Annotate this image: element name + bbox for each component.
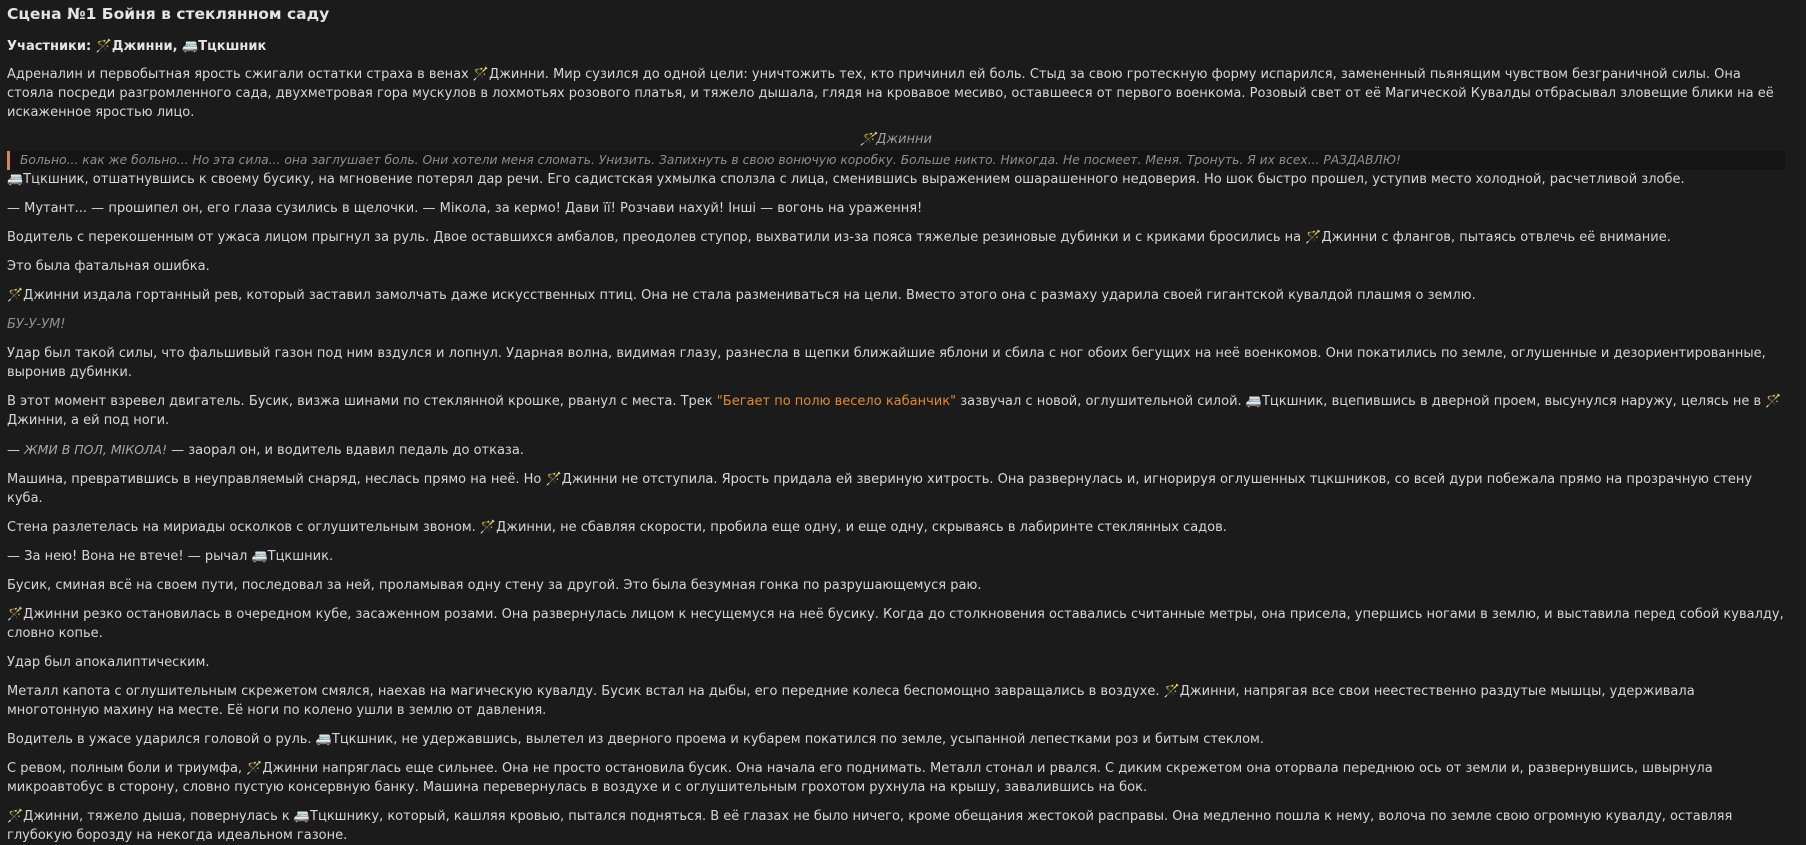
story-paragraph-14: Удар был апокалиптическим. (7, 655, 210, 670)
story-paragraph-18: 🪄Джинни, тяжело дыша, повернулась к 🚐Тцкшнику, который, кашляя кровью, пытался подняться. В её глазах не было ничего, кроме обещания жестокой расправы. Она медленно пошла к нему, волоча по земле свою огромную кувалду, оставляя глубокую борозду на некогда идеальном газоне. (7, 809, 1733, 843)
story-paragraph-8 (7, 440, 1785, 460)
shout-text: ЖМИ В ПОЛ, МІКОЛА! (24, 442, 167, 457)
story-paragraph-6: Удар был такой силы, что фальшивый газон под ним вздулся и лопнул. Ударная волна, видимая глазу, разнесла в щепки ближайшие яблони и сбила с ног обоих бегущих на неё военкомов. Они покатились по земле, оглушенные и дезориентированные, выронив дубинки. (7, 346, 1766, 380)
dialogue-speaker: 🪄Джинни (860, 132, 932, 147)
story-paragraph-10: Стена разлетелась на мириады осколков с оглушительным звоном. 🪄Джинни, не сбавляя скорости, пробила еще одну, и еще одну, скрываясь в лабиринте стеклянных садов. (7, 520, 1227, 535)
story-paragraph-15: Металл капота с оглушительным скрежетом смялся, наехав на магическую кувалду. Бусик встал на дыбы, его передние колеса беспомощно завращались в воздухе. 🪄Джинни, напрягая все свои неестественно раздутые мышцы, удерживала многотонную махину на месте. Её ноги по колено ушли в землю от давления. (7, 684, 1695, 718)
intro-paragraph: Адреналин и первобытная ярость сжигали остатки страха в венах 🪄Джинни. Мир сузился до одной цели: уничтожить тех, кто причинил ей боль. Стыд за свою гротескную форму испарился, замененный пьянящим чувством безграничной силы. Она стояла посреди разгромленного сада, двухметровая гора мускулов в лохмотьях розового платья, и тяжело дышала, глядя на кровавое месиво, оставшееся от первого военкома. Розовый свет от её Магической Кувалды отбрасывал зловещие блики на её искаженное яростью лицо. (7, 67, 1774, 120)
paragraph-8-end: — заорал он, и водитель вдавил педаль до отказа. (167, 443, 524, 458)
story-paragraph-3: Водитель с перекошенным от ужаса лицом прыгнул за руль. Двое оставшихся амбалов, преодолев ступор, выхватили из-за пояса тяжелые резиновые дубинки и с криками бросились на 🪄Джинни с флангов, пытаясь отвлечь её внимание. (7, 230, 1671, 245)
story-paragraph-16: Водитель в ужасе ударился головой о руль. 🚐Тцкшник, не удержавшись, вылетел из дверного проема и кубарем покатился по земле, усыпанной лепестками роз и битым стеклом. (7, 732, 1264, 747)
participants-separator: , (172, 39, 183, 54)
story-paragraph-9: Машина, превратившись в неуправляемый снаряд, неслась прямо на неё. Но 🪄Джинни не отступила. Ярость придала ей звериную хитрость. Она развернулась и, игнорируя оглушенных тцкшников, со всей дури побежала прямо на прозрачную стену куба. (7, 472, 1753, 506)
participant-tckshnik: 🚐Тцкшник (182, 39, 267, 54)
scene-title: Сцена №1 Бойня в стеклянном саду (7, 5, 330, 23)
song-title: "Бегает по полю весело кабанчик" (716, 394, 957, 409)
participants-line (7, 38, 1785, 56)
story-paragraph-11: — За нею! Вона не втече! — рычал 🚐Тцкшник. (7, 549, 334, 564)
dialogue-quote: Больно... как же больно... Но эта сила... она заглушает боль. Они хотели меня сломать. Унизить. Запихнуть в свою вонючую коробку. Больше никто. Никогда. Не посмеет. Меня. Тронуть. Я их всех... РАЗДАВЛЮ! (7, 151, 1785, 170)
story-paragraph-7 (7, 392, 1785, 430)
story-paragraph-17: С ревом, полным боли и триумфа, 🪄Джинни напряглась еще сильнее. Она не просто остановила бусик. Она начала его поднимать. Металл стонал и рвался. С диким скрежетом она оторвала переднюю ось от земли и, развернувшись, швырнула микроавтобус в сторону, словно пустую консервную банку. Машина перевернулась в воздухе и с оглушительным грохотом рухнула на крышу, завалившись на бок. (7, 761, 1713, 795)
story-paragraph-4: Это была фатальная ошибка. (7, 259, 210, 274)
participant-jinni: 🪄Джинни (95, 39, 173, 54)
story-paragraph-13: 🪄Джинни резко остановилась в очередном кубе, засаженном розами. Она развернулась лицом к несущемуся на неё бусику. Когда до столкновения оставались считанные метры, она присела, упершись ногами в землю, и выставила перед собой кувалду, словно копье. (7, 607, 1784, 641)
story-paragraph-5: 🪄Джинни издала гортанный рев, который заставил замолчать даже искусственных птиц. Она не стала размениваться на цели. Вместо этого она с размаху ударила своей гигантской кувалдой плашмя о землю. (7, 288, 1476, 303)
story-page (0, 4, 1792, 843)
paragraph-7-end: зазвучал с новой, оглушительной силой. 🚐Тцкшник, вцепившись в дверной проем, высунулся наружу, целясь не в 🪄Джинни, а ей под ноги. (7, 394, 1782, 428)
story-paragraph-1: 🚐Тцкшник, отшатнувшись к своему бусику, на мгновение потерял дар речи. Его садистская ухмылка сползла с лица, сменившись выражением ошарашенного недоверия. Но шок быстро прошел, уступив место холодной, расчетливой злобе. (7, 172, 1685, 187)
story-paragraph-12: Бусик, сминая всё на своем пути, последовал за ней, проламывая одну стену за другой. Это была безумная гонка по разрушающемуся раю. (7, 578, 982, 593)
paragraph-8-start: — (7, 443, 25, 458)
sound-effect: БУ-У-УМ! (7, 317, 66, 332)
participants-label: Участники: (7, 39, 96, 54)
paragraph-7-start: В этот момент взревел двигатель. Бусик, визжа шинами по стеклянной крошке, рванул с места. Трек (7, 394, 717, 409)
story-paragraph-2: — Мутант... — прошипел он, его глаза сузились в щелочки. — Мікола, за кермо! Дави її! Розчави нахуй! Інші — вогонь на ураження! (7, 201, 923, 216)
